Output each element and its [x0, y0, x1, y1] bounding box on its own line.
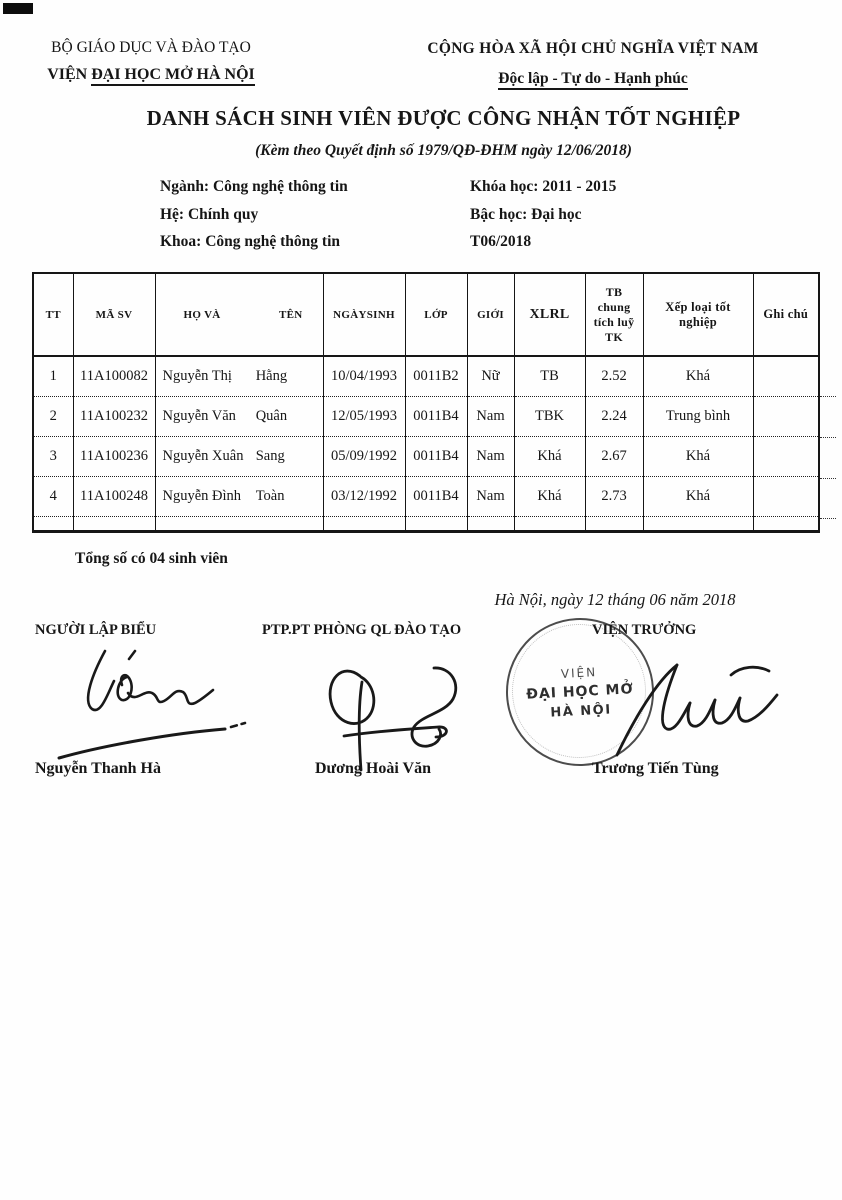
page-title: DANH SÁCH SINH VIÊN ĐƯỢC CÔNG NHẬN TỐT NGHIỆP — [146, 106, 741, 130]
scan-artifact — [820, 437, 836, 438]
page-subtitle: (Kèm theo Quyết định số 1979/QĐ-ĐHM ngày 12/06/2018) — [255, 142, 632, 159]
cell-xlrl: Khá — [514, 436, 585, 476]
cell-ngay-sinh: 05/09/1992 — [323, 436, 405, 476]
stamp-line-1: VIỆN — [560, 664, 598, 681]
cell-xep-loai: Khá — [643, 356, 753, 396]
info-faculty: Khoa: Công nghệ thông tin — [160, 233, 341, 250]
cell-ma-sv: 11A100082 — [73, 356, 155, 396]
date-line: Hà Nội, ngày 12 tháng 06 năm 2018 — [494, 590, 736, 609]
signer-name-training-dept: Dương Hoài Văn — [315, 760, 431, 777]
signature-title-rector: VIỆN TRƯỞNG — [592, 622, 697, 638]
cell-ho: Nguyễn Xuân — [162, 447, 244, 464]
cell-ho-ten — [155, 356, 323, 396]
cell-ten: Sang — [255, 447, 285, 464]
col-header-tb-chung: TB chung tích luỹ TK — [585, 273, 643, 356]
cell-ten: Toàn — [255, 487, 285, 504]
cell-ghi-chu — [753, 356, 819, 396]
national-motto-block — [408, 34, 778, 94]
col-header-ho-ten — [155, 273, 323, 356]
cell-gioi: Nữ — [467, 356, 514, 396]
stamp-line-3: HÀ NỘI — [550, 701, 612, 721]
cell-ngay-sinh: 10/04/1993 — [323, 356, 405, 396]
cell-ngay-sinh: 03/12/1992 — [323, 476, 405, 516]
university-name-prefix: VIỆN — [47, 66, 88, 83]
col-header-gioi: GIỚI — [467, 273, 514, 356]
table-row — [33, 396, 819, 436]
signature-training-dept-image — [318, 652, 468, 777]
cell-tt: 1 — [33, 356, 73, 396]
cell-ten: Quân — [255, 407, 288, 424]
cell-tb: 2.24 — [585, 396, 643, 436]
cell-ho: Nguyễn Thị — [162, 367, 232, 384]
col-header-lop: LỚP — [405, 273, 467, 356]
cell-ho-ten — [155, 396, 323, 436]
cell-ma-sv: 11A100236 — [73, 436, 155, 476]
cell-gioi: Nam — [467, 476, 514, 516]
cell-ho: Nguyễn Đình — [162, 487, 242, 504]
scan-artifact — [820, 396, 836, 397]
table-row-empty — [33, 516, 819, 531]
info-level: Bậc học: Đại học — [470, 206, 582, 223]
cell-tt: 2 — [33, 396, 73, 436]
university-name — [36, 61, 266, 88]
cell-ghi-chu — [753, 436, 819, 476]
table-row — [33, 436, 819, 476]
cell-ghi-chu — [753, 396, 819, 436]
col-header-xlrl: XLRL — [514, 273, 585, 356]
col-header-ten: TÊN — [278, 308, 303, 321]
scan-artifact — [3, 3, 33, 14]
cell-xep-loai: Khá — [643, 476, 753, 516]
cell-ho-ten — [155, 436, 323, 476]
cell-xlrl: TBK — [514, 396, 585, 436]
col-header-xep-loai: Xếp loại tốt nghiệp — [643, 273, 753, 356]
signer-name-preparer: Nguyễn Thanh Hà — [35, 760, 161, 777]
total-count: Tổng số có 04 sinh viên — [75, 550, 228, 567]
cell-ngay-sinh: 12/05/1993 — [323, 396, 405, 436]
cell-lop: 0011B4 — [405, 476, 467, 516]
cell-xep-loai: Khá — [643, 436, 753, 476]
motto-line — [408, 64, 778, 94]
cell-ghi-chu — [753, 476, 819, 516]
cell-xep-loai: Trung bình — [643, 396, 753, 436]
table-header-row — [33, 273, 819, 356]
cell-tb: 2.73 — [585, 476, 643, 516]
table-row — [33, 476, 819, 516]
cell-gioi: Nam — [467, 436, 514, 476]
cell-xlrl: Khá — [514, 476, 585, 516]
signature-title-preparer: NGƯỜI LẬP BIỂU — [35, 622, 157, 638]
col-header-ghi-chu: Ghi chú — [753, 273, 819, 356]
cell-gioi: Nam — [467, 396, 514, 436]
stamp-line-2: ĐẠI HỌC MỞ — [525, 680, 635, 703]
table-row — [33, 356, 819, 396]
col-header-ngay-sinh: NGÀYSINH — [323, 273, 405, 356]
ministry-name: BỘ GIÁO DỤC VÀ ĐÀO TẠO — [51, 39, 251, 56]
cell-ho: Nguyễn Văn — [162, 407, 236, 424]
signature-rector-image — [585, 655, 800, 770]
cell-lop: 0011B4 — [405, 436, 467, 476]
cell-ten: Hằng — [255, 367, 288, 384]
cell-ma-sv: 11A100232 — [73, 396, 155, 436]
cell-ma-sv: 11A100248 — [73, 476, 155, 516]
info-major: Ngành: Công nghệ thông tin — [160, 178, 348, 195]
scan-artifact — [820, 518, 836, 519]
col-header-ma-sv: MÃ SV — [73, 273, 155, 356]
graduates-table — [32, 272, 820, 533]
republic-title: CỘNG HÒA XÃ HỘI CHỦ NGHĨA VIỆT NAM — [427, 40, 759, 57]
issuing-authority-block — [36, 34, 266, 88]
col-header-ho-va: HỌ VÀ — [183, 308, 221, 321]
university-name-underlined: ĐẠI HỌC MỞ HÀ NỘI — [91, 66, 255, 86]
info-system: Hệ: Chính quy — [160, 206, 259, 223]
cell-xlrl: TB — [514, 356, 585, 396]
scan-artifact — [820, 478, 836, 479]
info-period: T06/2018 — [470, 233, 532, 250]
cell-lop: 0011B2 — [405, 356, 467, 396]
cell-ho-ten — [155, 476, 323, 516]
info-cohort: Khóa học: 2011 - 2015 — [470, 178, 617, 195]
cell-tt: 3 — [33, 436, 73, 476]
cell-lop: 0011B4 — [405, 396, 467, 436]
signature-title-training-dept: PTP.PT PHÒNG QL ĐÀO TẠO — [262, 622, 462, 638]
motto-text: Độc lập - Tự do - Hạnh phúc — [498, 70, 687, 90]
cell-tb: 2.52 — [585, 356, 643, 396]
col-header-tt: TT — [33, 273, 73, 356]
cell-tt: 4 — [33, 476, 73, 516]
cell-tb: 2.67 — [585, 436, 643, 476]
signer-name-rector: Trương Tiến Tùng — [592, 760, 719, 777]
signature-preparer-image — [55, 645, 275, 765]
